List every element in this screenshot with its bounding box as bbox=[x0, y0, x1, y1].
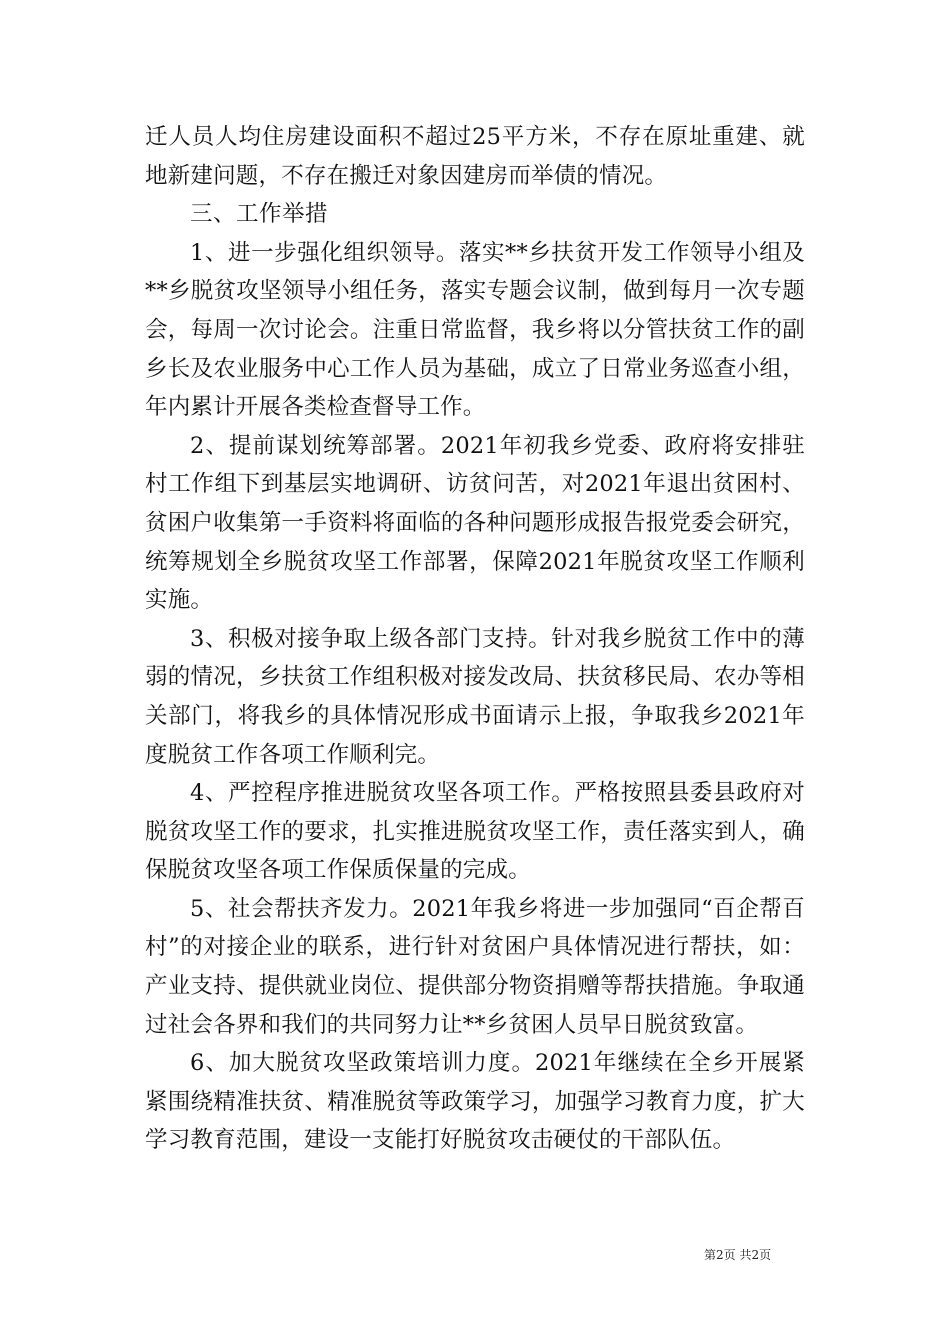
paragraph-measure-4: 4、严控程序推进脱贫攻坚各项工作。严格按照县委县政府对脱贫攻坚工作的要求，扎实推进脱贫攻坚工作，责任落实到人，确保脱贫攻坚各项工作保质保量的完成。 bbox=[145, 780, 805, 884]
document-body bbox=[145, 118, 805, 1160]
paragraph-measure-1: 1、进一步强化组织领导。落实**乡扶贫开发工作领导小组及**乡脱贫攻坚领导小组任务，落实专题会议制，做到每月一次专题会，每周一次讨论会。注重日常监督，我乡将以分管扶贫工作的副乡长及农业服务中心工作人员为基础，成立了日常业务巡查小组，年内累计开展各类检查督导工作。 bbox=[145, 239, 805, 421]
paragraph-measure-5: 5、社会帮扶齐发力。2021年我乡将进一步加强同“百企帮百村”的对接企业的联系，进行针对贫困户具体情况进行帮扶，如：产业支持、提供就业岗位、提供部分物资捐赠等帮扶措施。争取通过社会各界和我们的共同努力让**乡贫困人员早日脱贫致富。 bbox=[145, 895, 805, 1038]
paragraph-measure-2: 2、提前谋划统筹部署。2021年初我乡党委、政府将安排驻村工作组下到基层实地调研、访贫问苦，对2021年退出贫困村、贫困户收集第一手资料将面临的各种问题形成报告报党委会研究，统筹规划全乡脱贫攻坚工作部署，保障2021年脱贫攻坚工作顺利实施。 bbox=[145, 432, 805, 614]
paragraph-measure-3: 3、积极对接争取上级各部门支持。针对我乡脱贫工作中的薄弱的情况，乡扶贫工作组积极对接发改局、扶贫移民局、农办等相关部门，将我乡的具体情况形成书面请示上报，争取我乡2021年度脱贫工作各项工作顺利完。 bbox=[145, 625, 805, 768]
paragraph-measure-6: 6、加大脱贫攻坚政策培训力度。2021年继续在全乡开展紧紧围绕精准扶贫、精准脱贫等政策学习，加强学习教育力度，扩大学习教育范围，建设一支能打好脱贫攻击硬仗的干部队伍。 bbox=[145, 1050, 805, 1154]
section-heading: 三、工作举措 bbox=[190, 201, 329, 228]
paragraph-continuation: 迁人员人均住房建设面积不超过25平方米，不存在原址重建、就地新建问题，不存在搬迁对象因建房而举债的情况。 bbox=[145, 124, 805, 189]
page-number-footer: 第2页 共2页 bbox=[704, 1248, 772, 1262]
